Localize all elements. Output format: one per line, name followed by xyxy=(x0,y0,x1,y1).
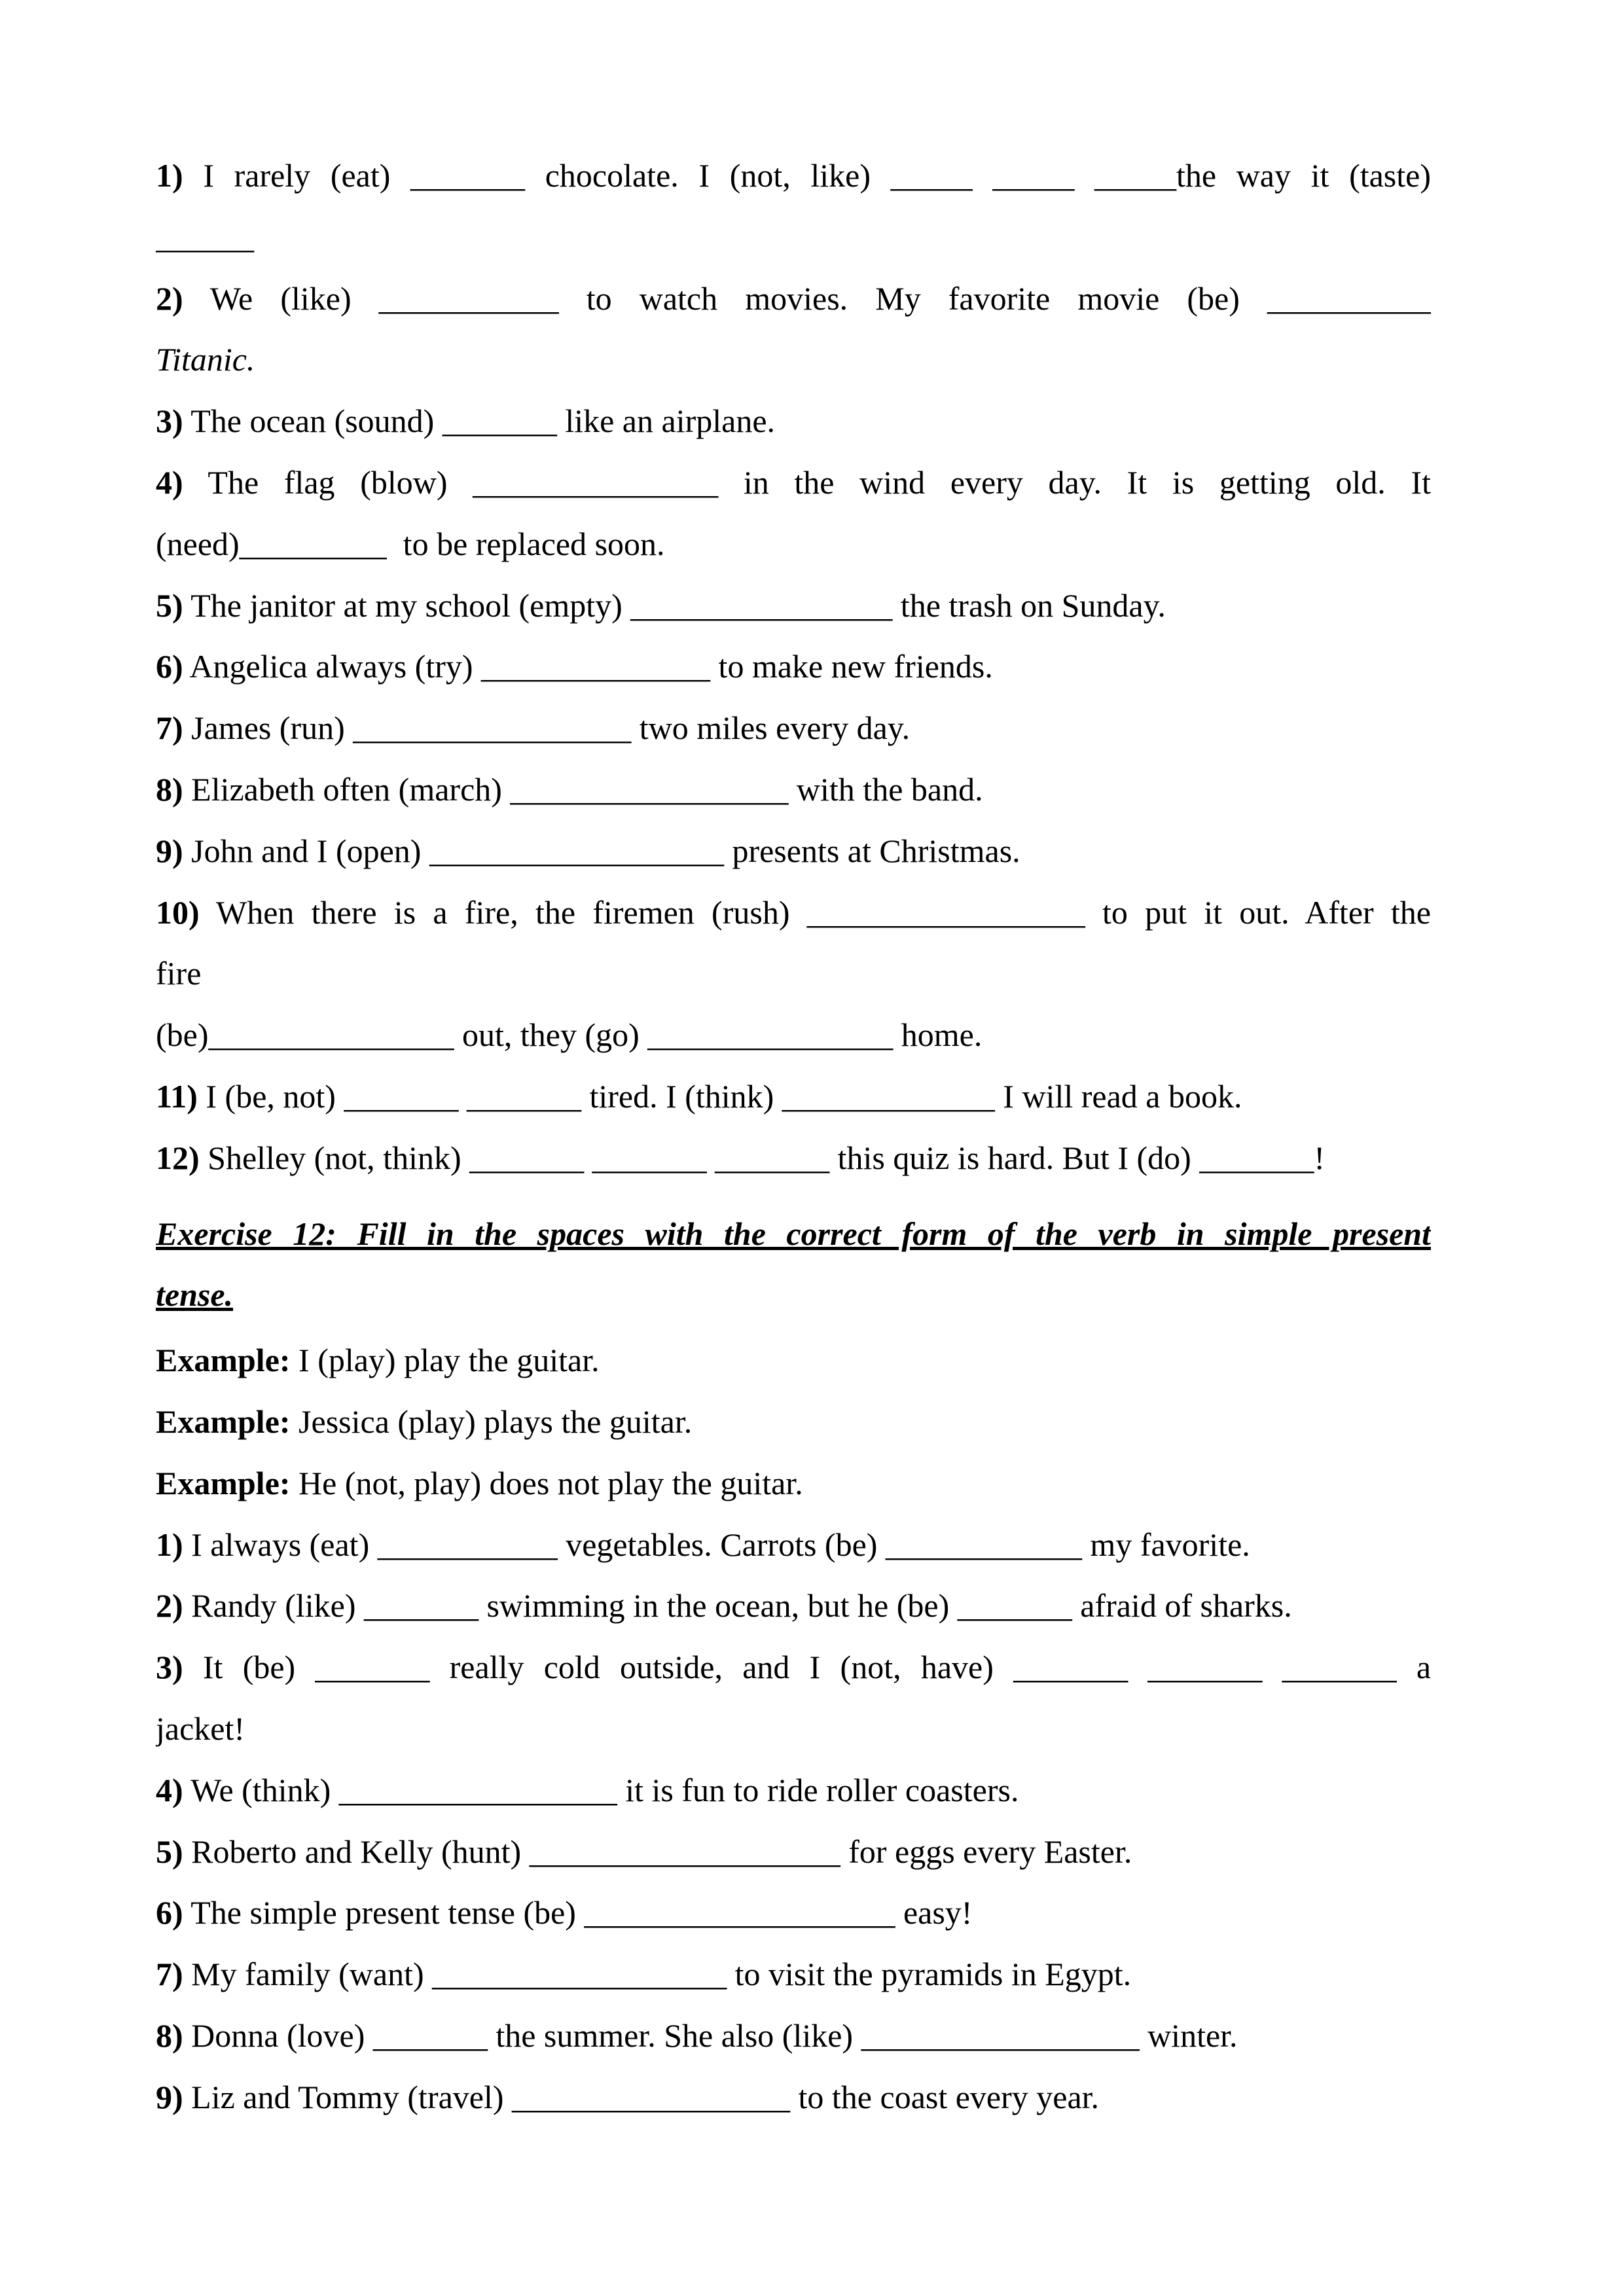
question-4-line-2: (need)_________ to be replaced soon. xyxy=(156,525,665,562)
question-6 xyxy=(156,636,1431,698)
question-text: James (run) _________________ two miles every day. xyxy=(191,709,911,747)
question-number: 1) xyxy=(156,1526,183,1563)
question-text: It (be) _______ really cold outside, and I (not, have) _______ _______ _______ a xyxy=(202,1649,1431,1686)
question-10-line-3: (be)_______________ out, they (go) _______________ home. xyxy=(156,1016,983,1054)
question-text: The simple present tense (be) ___________________ easy! xyxy=(190,1894,973,1931)
question-number: 2) xyxy=(156,1587,183,1624)
question-11 xyxy=(156,1066,1431,1128)
question-text: I (be, not) _______ _______ tired. I (think) _____________ I will read a book. xyxy=(206,1077,1242,1115)
exercise-12-question-2 xyxy=(156,1575,1431,1637)
exercise-12-question-1 xyxy=(156,1515,1431,1576)
question-2-line-2: Titanic. xyxy=(156,341,255,378)
example-text: Jessica (play) plays the guitar. xyxy=(298,1403,693,1440)
exercise-12-title-line-1: Exercise 12: Fill in the spaces with the correct form of the verb in simple present xyxy=(156,1215,1431,1252)
exercise-12-question-8 xyxy=(156,2005,1431,2067)
question-number: 9) xyxy=(156,832,183,869)
example-text: He (not, play) does not play the guitar. xyxy=(298,1464,803,1501)
question-number: 11) xyxy=(156,1077,198,1115)
question-text: The janitor at my school (empty) ________________ the trash on Sunday. xyxy=(190,586,1166,624)
question-text: Shelley (not, think) _______ _______ _______ this quiz is hard. But I (do) _______! xyxy=(208,1139,1325,1176)
question-text: I always (eat) ___________ vegetables. Carrots (be) ____________ my favorite. xyxy=(191,1526,1250,1563)
question-number: 6) xyxy=(156,648,183,685)
question-number: 4) xyxy=(156,463,183,501)
exercise-12-question-6 xyxy=(156,1882,1431,1944)
question-1-line-2: ______ xyxy=(156,218,254,255)
question-text: We (think) _________________ it is fun to ride roller coasters. xyxy=(190,1771,1019,1808)
exercise-12-question-7 xyxy=(156,1944,1431,2005)
exercise-12-title-line-2: tense. xyxy=(156,1276,234,1314)
question-text: Liz and Tommy (travel) _________________ to the coast every year. xyxy=(191,2078,1100,2115)
question-text: The ocean (sound) _______ like an airplane. xyxy=(190,403,776,440)
exercise-12-question-4 xyxy=(156,1760,1431,1821)
question-7 xyxy=(156,698,1431,759)
question-text: I rarely (eat) _______ chocolate. I (not, like) _____ _____ _____the way it (taste) xyxy=(203,157,1431,194)
question-text: Donna (love) _______ the summer. She also (like) _________________ winter. xyxy=(191,2017,1238,2054)
question-3 xyxy=(156,391,1431,452)
question-text: The flag (blow) _______________ in the wind every day. It is getting old. It xyxy=(208,463,1431,501)
question-number: 3) xyxy=(156,1649,183,1686)
question-number: 2) xyxy=(156,279,183,317)
question-number: 12) xyxy=(156,1139,200,1176)
question-text: Roberto and Kelly (hunt) ___________________ for eggs every Easter. xyxy=(191,1833,1132,1870)
question-text: We (like) ___________ to watch movies. My favorite movie (be) __________ xyxy=(209,279,1431,317)
question-1-line-1 xyxy=(156,145,1431,207)
question-5 xyxy=(156,575,1431,637)
example-label: Example: xyxy=(156,1342,291,1379)
question-4-line-1 xyxy=(156,452,1431,514)
example-1 xyxy=(156,1330,1431,1391)
question-number: 8) xyxy=(156,2017,183,2054)
example-label: Example: xyxy=(156,1464,291,1501)
question-number: 10) xyxy=(156,893,200,931)
question-text: When there is a fire, the firemen (rush) _________________ to put it out. After the xyxy=(216,893,1431,931)
question-number: 4) xyxy=(156,1771,183,1808)
question-12 xyxy=(156,1128,1431,1189)
exercise-12-question-3-line-2: jacket! xyxy=(156,1710,245,1747)
example-text: I (play) play the guitar. xyxy=(298,1342,600,1379)
question-number: 5) xyxy=(156,586,183,624)
question-number: 1) xyxy=(156,157,183,194)
question-2-line-1 xyxy=(156,268,1431,330)
question-text: John and I (open) __________________ presents at Christmas. xyxy=(191,832,1020,869)
example-3 xyxy=(156,1453,1431,1515)
question-number: 3) xyxy=(156,403,183,440)
question-number: 9) xyxy=(156,2078,183,2115)
exercise-12-question-5 xyxy=(156,1821,1431,1883)
question-8 xyxy=(156,759,1431,821)
question-number: 7) xyxy=(156,709,183,747)
question-text: My family (want) __________________ to visit the pyramids in Egypt. xyxy=(191,1956,1132,1993)
question-text: Randy (like) _______ swimming in the ocean, but he (be) _______ afraid of sharks. xyxy=(191,1587,1292,1624)
question-number: 8) xyxy=(156,770,183,808)
question-10-line-1 xyxy=(156,882,1431,944)
exercise-12-question-9 xyxy=(156,2067,1431,2128)
example-2 xyxy=(156,1391,1431,1453)
exercise-12-question-3-line-1 xyxy=(156,1637,1431,1698)
worksheet-page xyxy=(156,145,1431,2128)
question-text: Elizabeth often (march) _________________ with the band. xyxy=(191,770,983,808)
question-10-line-2: fire xyxy=(156,955,202,992)
question-9 xyxy=(156,821,1431,882)
example-label: Example: xyxy=(156,1403,291,1440)
question-text: Angelica always (try) ______________ to make new friends. xyxy=(189,648,993,685)
question-number: 7) xyxy=(156,1956,183,1993)
question-number: 5) xyxy=(156,1833,183,1870)
question-number: 6) xyxy=(156,1894,183,1931)
